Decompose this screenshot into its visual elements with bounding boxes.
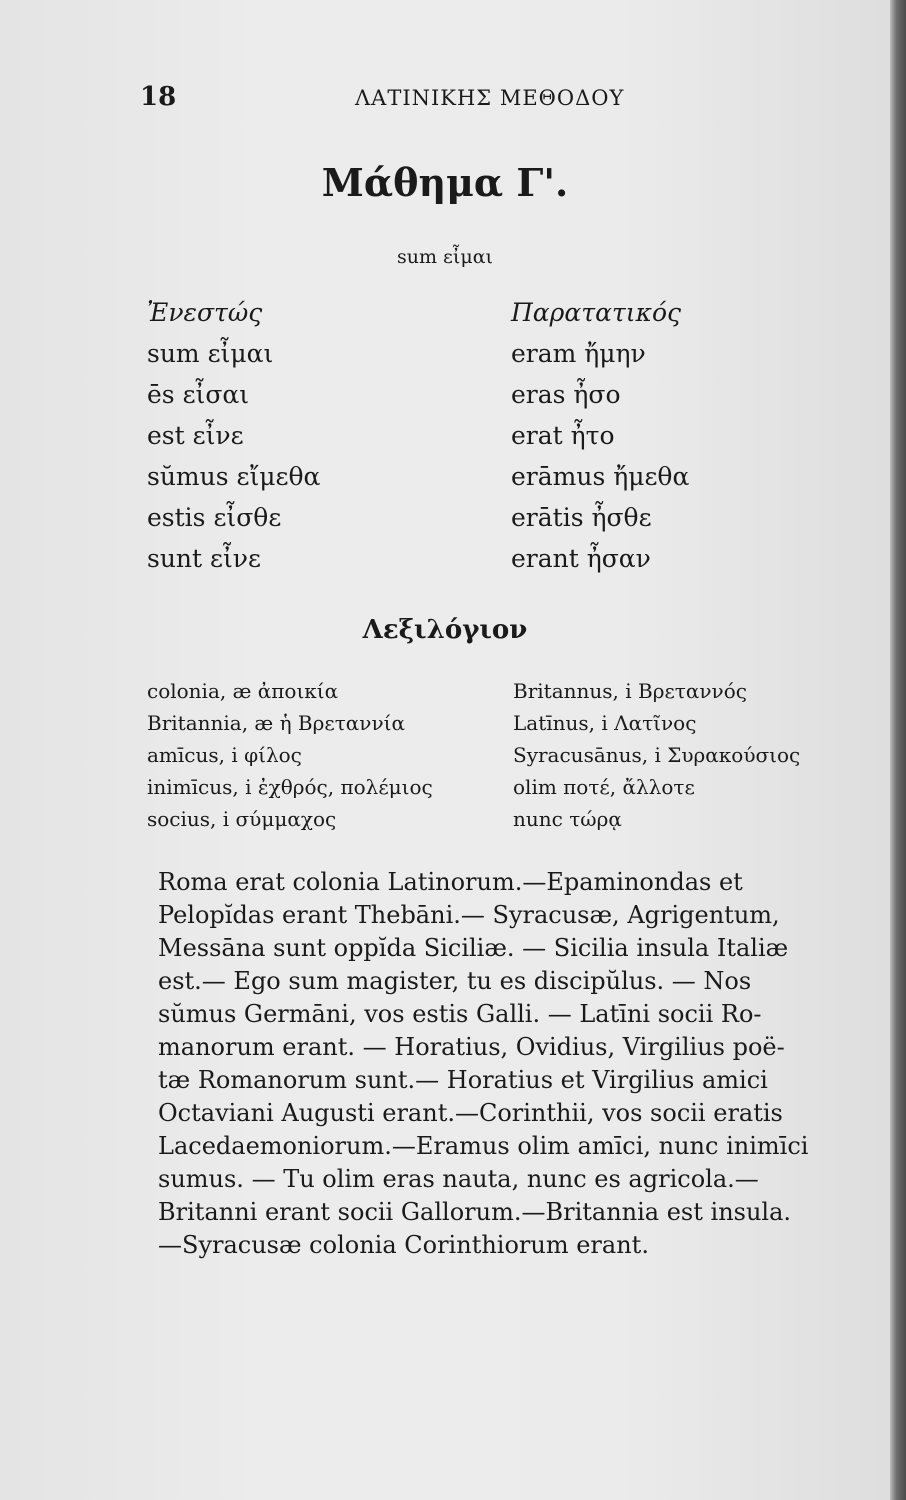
vocabulary-entry: Syracusānus, i Συρακούσιος xyxy=(513,743,801,767)
exercise-line: —Syracusæ colonia Corinthiorum erant. xyxy=(158,1231,649,1259)
exercise-line: sŭmus Germāni, vos estis Galli. — Latīni socii Ro- xyxy=(158,1000,762,1028)
vocabulary-heading: Λεξιλόγιον xyxy=(362,615,528,645)
page-number: 18 xyxy=(140,82,177,112)
conjugation-row: sŭmus εἴμεθα xyxy=(147,462,321,491)
vocabulary-entry: Britannia, æ ἡ Βρεταννία xyxy=(147,711,405,735)
exercise-line: est.— Ego sum magister, tu es discipŭlus. — Nos xyxy=(158,967,752,995)
exercise-paragraph xyxy=(158,866,893,1262)
conjugation-row: eram ἤμην xyxy=(511,339,646,368)
book-spine-edge xyxy=(890,0,906,1500)
vocabulary-entry: Britannus, i Βρεταννός xyxy=(513,679,747,703)
vocabulary-entry: olim ποτέ, ἄλλοτε xyxy=(513,775,695,799)
vocabulary-entry: Latīnus, i Λατῖνος xyxy=(513,711,697,735)
conjugation-row: eras ἦσο xyxy=(511,380,621,409)
exercise-line: Octaviani Augusti erant.—Corinthii, vos socii eratis xyxy=(158,1099,783,1127)
conjugation-row: erant ἦσαν xyxy=(511,544,651,573)
conjugation-row: ēs εἶσαι xyxy=(147,380,250,409)
conjugation-row: erātis ἦσθε xyxy=(511,503,652,532)
exercise-line: Pelopĭdas erant Thebāni.— Syracusæ, Agrigentum, xyxy=(158,901,780,929)
imperfect-tense-column xyxy=(511,292,689,579)
vocabulary-entry: nunc τώρᾳ xyxy=(513,807,622,831)
exercise-line: Messāna sunt oppĭda Siciliæ. — Sicilia insula Italiæ xyxy=(158,934,789,962)
exercise-line: Roma erat colonia Latinorum.—Epaminondas et xyxy=(158,868,743,896)
vocabulary-entry: amīcus, i φίλος xyxy=(147,743,302,767)
vocabulary-entry: colonia, æ ἀποικία xyxy=(147,679,339,703)
present-tense-column xyxy=(147,292,320,579)
vocabulary-entry: inimīcus, i ἐχθρός, πολέμιος xyxy=(147,775,433,799)
vocabulary-right-column xyxy=(513,675,800,835)
imperfect-tense-heading: Παρατατικός xyxy=(511,298,682,327)
page-header xyxy=(140,82,880,122)
vocabulary-entry: socius, i σύμμαχος xyxy=(147,807,337,831)
lesson-subtitle: sum εἶμαι xyxy=(397,246,493,268)
exercise-line: tæ Romanorum sunt.— Horatius et Virgilius amici xyxy=(158,1066,768,1094)
exercise-line: Lacedaemoniorum.—Eramus olim amīci, nunc inimīci xyxy=(158,1132,809,1160)
present-tense-heading: Ἐνεστώς xyxy=(147,298,263,327)
conjugation-row: erat ἦτο xyxy=(511,421,615,450)
lesson-title: Μάθημα Γ'. xyxy=(321,160,569,205)
conjugation-row: erāmus ἤμεθα xyxy=(511,462,690,491)
vocabulary-left-column xyxy=(147,675,433,835)
conjugation-row: sum εἶμαι xyxy=(147,339,274,368)
conjugation-row: sunt εἶνε xyxy=(147,544,261,573)
exercise-line: sumus. — Tu olim eras nauta, nunc es agricola.— xyxy=(158,1165,759,1193)
conjugation-row: est εἶνε xyxy=(147,421,244,450)
conjugation-row: estis εἶσθε xyxy=(147,503,282,532)
exercise-line: Britanni erant socii Gallorum.—Britannia est insula. xyxy=(158,1198,792,1226)
exercise-line: manorum erant. — Horatius, Ovidius, Virgilius poë- xyxy=(158,1033,785,1061)
running-title: ΛΑΤΙΝΙΚΗΣ ΜΕΘΟΔΟΥ xyxy=(355,86,625,110)
